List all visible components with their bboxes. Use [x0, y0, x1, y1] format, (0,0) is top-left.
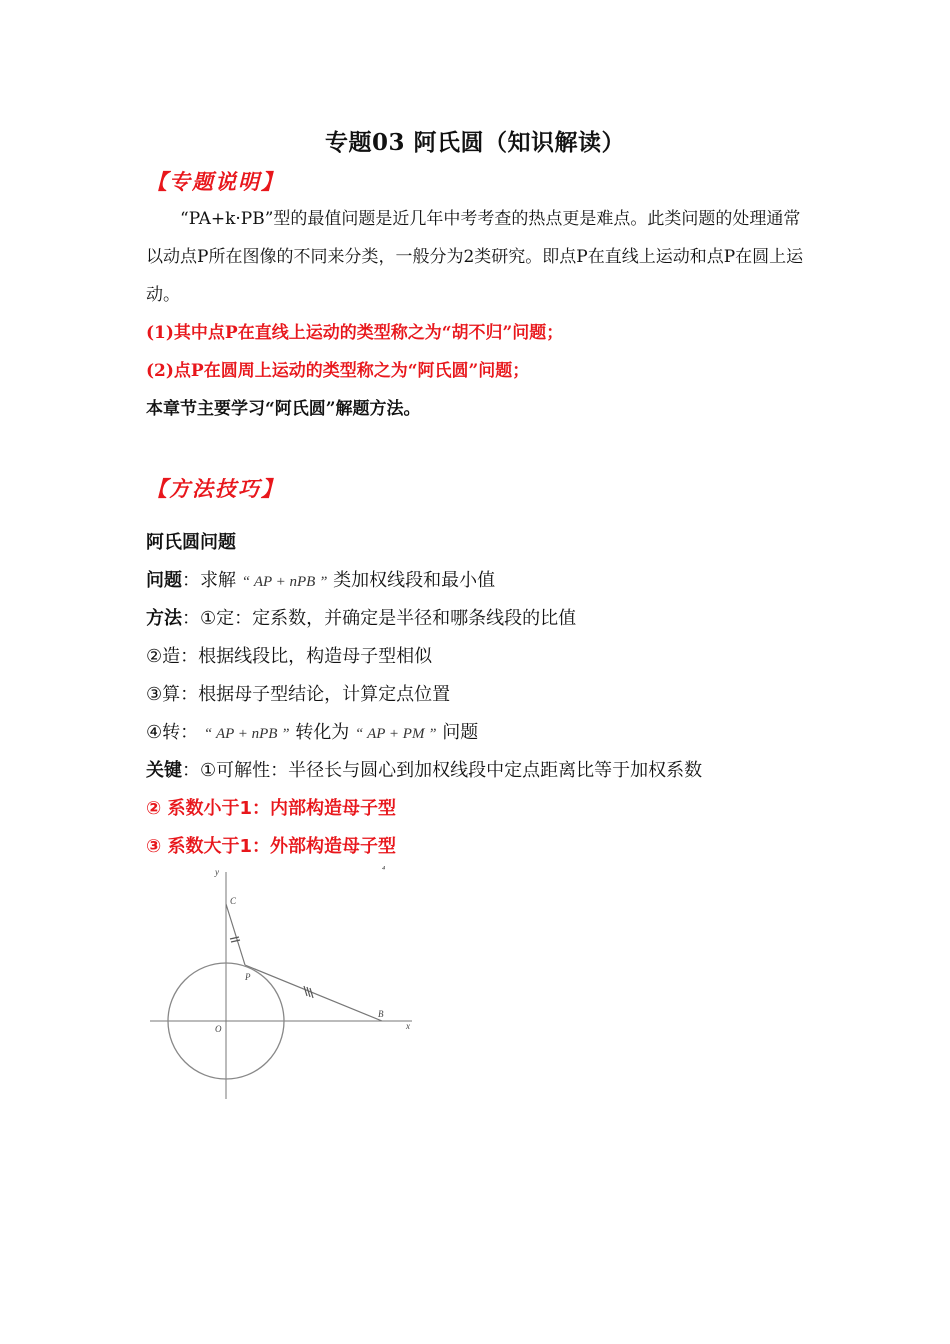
intro-paragraph: “PA+k·PB”型的最值问题是近几年中考考查的热点更是难点。此类问题的处理通常以动点P所在图像的不同来分类，一般分为2类研究。即点P在直线上运动和点P在圆上运动。 — [146, 209, 804, 305]
method-step-4-prefix: ④转： — [146, 722, 199, 743]
label-y: y — [215, 867, 219, 877]
key-point-2: ② 系数小于1：内部构造母子型 — [146, 798, 397, 819]
apollonius-circle-figure — [146, 862, 426, 1102]
label-b: B — [378, 1009, 384, 1019]
tick-marks-pb — [304, 986, 313, 998]
tick-marks-cp — [230, 937, 240, 942]
method-heading: 阿氏圆问题 — [146, 532, 236, 553]
label-o: O — [215, 1024, 222, 1034]
key-point-1-text: ：①可解性：半径长与圆心到加权线段中定点距离比等于加权系数 — [182, 760, 703, 781]
intro-block — [146, 200, 814, 428]
method-question-line — [146, 566, 495, 592]
key-point-1 — [146, 756, 702, 782]
weighted-sum-expression: “ AP + nPB ” — [241, 574, 328, 590]
segment-pb — [245, 965, 382, 1021]
method-step-4 — [146, 718, 478, 744]
key-point-3: ③ 系数大于1：外部构造母子型 — [146, 836, 397, 857]
question-label: 问题 — [146, 570, 182, 591]
label-p: P — [245, 972, 251, 982]
label-x: x — [406, 1021, 410, 1031]
key-label: 关键 — [146, 760, 182, 781]
question-prefix: ：求解 — [182, 570, 236, 591]
converted-expression: “ AP + PM ” — [355, 726, 437, 742]
method-step-2: ②造：根据线段比，构造母子型相似 — [146, 646, 433, 667]
section-header-explanation: 【专题说明】 — [146, 169, 284, 194]
section-header-methods: 【方法技巧】 — [146, 476, 284, 501]
method-step-4-suffix: 问题 — [442, 722, 479, 743]
label-c: C — [230, 896, 237, 906]
method-step-1 — [146, 604, 576, 630]
method-step-1-text: ：①定：定系数，并确定是半径和哪条线段的比值 — [182, 608, 577, 629]
method-label: 方法 — [146, 608, 182, 629]
segment-cp — [226, 904, 245, 965]
original-expression: “ AP + nPB ” — [203, 726, 290, 742]
method-step-4-mid: 转化为 — [295, 722, 350, 743]
figure-svg — [146, 862, 426, 1102]
method-step-3: ③算：根据母子型结论，计算定点位置 — [146, 684, 451, 705]
intro-summary: 本章节主要学习“阿氏圆”解题方法。 — [146, 399, 421, 419]
intro-type-2: (2)点P在圆周上运动的类型称之为“阿氏圆”问题； — [146, 361, 530, 381]
label-mark: ⁴ — [382, 864, 386, 874]
question-suffix: 类加权线段和最小值 — [333, 570, 496, 591]
page-title: 专题03 阿氏圆（知识解读） — [324, 129, 625, 156]
intro-type-1: (1)其中点P在直线上运动的类型称之为“胡不归”问题； — [146, 323, 564, 343]
